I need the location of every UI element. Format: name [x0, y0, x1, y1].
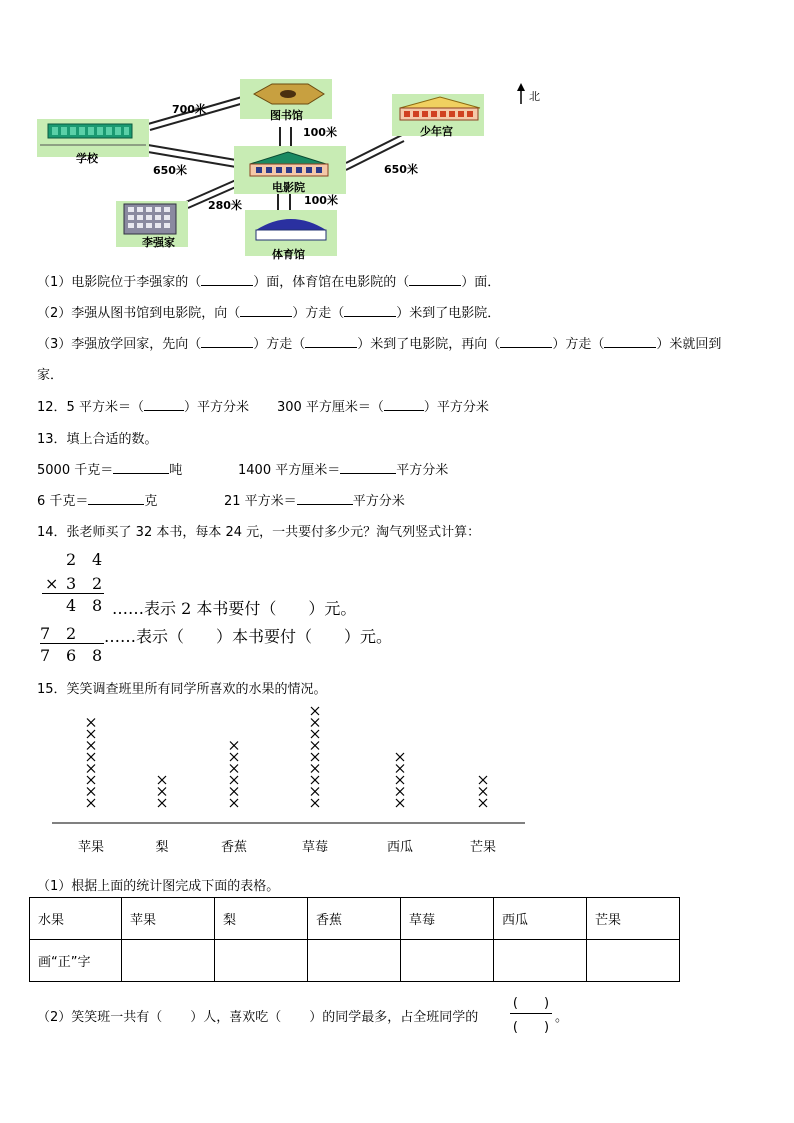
- partial2-note: ……表示（ ）本书要付（ ）元。: [104, 627, 393, 646]
- tally-mark: [311, 765, 319, 773]
- tally-mark: [311, 707, 319, 715]
- tally-mark: [230, 753, 238, 761]
- table-cell-tally[interactable]: [122, 940, 215, 982]
- table-row: [30, 898, 680, 940]
- q13-row2-right: 21 平方米＝ 平方分米: [224, 494, 405, 509]
- q15-sub2: （2）笑笑班一共有（ ）人，喜欢吃（ ）的同学最多，占全班同学的: [37, 1010, 479, 1025]
- table-header-tally: 画“正”字: [30, 940, 122, 982]
- table-cell-fruit: 香蕉: [308, 898, 401, 940]
- table-cell-tally[interactable]: [308, 940, 401, 982]
- tally-mark: [158, 799, 166, 807]
- q11-part1: （1）电影院位于李强家的（ ）面，体育馆在电影院的（ ）面．: [37, 275, 501, 290]
- tally-mark: [396, 799, 404, 807]
- table-cell-fruit: 苹果: [122, 898, 215, 940]
- category-label: 香蕉: [220, 840, 248, 855]
- road-youth-cinema: [346, 135, 402, 163]
- table-header-fruit: 水果: [30, 898, 122, 940]
- north-arrow-icon: [517, 83, 525, 104]
- tally-mark: [87, 799, 95, 807]
- tally-mark: [87, 730, 95, 738]
- q15-title: 15．笑笑调查班里所有同学所喜欢的水果的情况。: [37, 682, 327, 697]
- tally-mark: [479, 776, 487, 784]
- cinema-label: 电影院: [272, 181, 305, 194]
- tally-mark: [230, 742, 238, 750]
- table-cell-fruit: 芒果: [587, 898, 680, 940]
- distance-home-cinema: 280米: [208, 199, 242, 212]
- fruit-pictograph: [0, 700, 560, 860]
- tally-mark: [311, 742, 319, 750]
- liqiang-home-label: 李强家: [142, 236, 175, 249]
- tally-mark: [311, 788, 319, 796]
- road-school-cinema: [148, 145, 236, 160]
- q11-part3-cont: 家．: [37, 368, 64, 383]
- tally-mark: [311, 730, 319, 738]
- tally-mark: [87, 765, 95, 773]
- tally-mark: [311, 799, 319, 807]
- tally-mark: [311, 776, 319, 784]
- tally-mark: [396, 788, 404, 796]
- category-label: 西瓜: [386, 840, 414, 855]
- tally-mark: [87, 776, 95, 784]
- table-row: [30, 940, 680, 982]
- fraction-blank[interactable]: ( ) ( ): [510, 992, 552, 1036]
- q13-title: 13．填上合适的数。: [37, 432, 158, 447]
- tally-mark: [230, 788, 238, 796]
- tally-mark: [87, 742, 95, 750]
- tally-mark: [396, 776, 404, 784]
- tally-mark: [158, 776, 166, 784]
- distance-library-cinema: 100米: [303, 126, 337, 139]
- calc-line-2: [40, 643, 104, 644]
- category-label: 草莓: [301, 840, 329, 855]
- q12: 12．5 平方米＝（ ）平方分米 300 平方厘米＝（ ）平方分米: [37, 400, 489, 415]
- tally-mark: [311, 753, 319, 761]
- q13-row2-left: 6 千克＝ 克: [37, 494, 158, 509]
- distance-cinema-gym: 100米: [304, 194, 338, 207]
- tally-mark: [230, 765, 238, 773]
- tally-mark: [87, 719, 95, 727]
- table-cell-fruit: 草莓: [401, 898, 494, 940]
- tally-mark: [479, 799, 487, 807]
- q15-sub2-end: 。: [555, 1010, 569, 1025]
- times-sign: ×: [45, 574, 59, 593]
- q11-part3: （3）李强放学回家，先向（ ）方走（ ）米到了电影院，再向（ ）方走（ ）米就回到: [37, 337, 722, 352]
- category-label: 芒果: [469, 840, 497, 855]
- map-diagram: [0, 0, 560, 262]
- distance-school-cinema: 650米: [153, 164, 187, 177]
- q15-sub1: （1）根据上面的统计图完成下面的表格。: [37, 879, 280, 894]
- category-label: 梨: [155, 840, 169, 855]
- distance-youth-cinema: 650米: [384, 163, 418, 176]
- fruit-tally-table: [29, 897, 680, 982]
- category-label: 苹果: [77, 840, 105, 855]
- library-label: 图书馆: [270, 109, 303, 122]
- north-label: 北: [529, 90, 540, 103]
- tally-mark: [396, 765, 404, 773]
- q13-row1-right: 1400 平方厘米＝ 平方分米: [238, 463, 449, 478]
- table-cell-fruit: 梨: [215, 898, 308, 940]
- table-cell-tally[interactable]: [215, 940, 308, 982]
- q13-row1-left: 5000 千克＝ 吨: [37, 463, 183, 478]
- table-cell-tally[interactable]: [494, 940, 587, 982]
- tally-mark: [158, 788, 166, 796]
- tally-mark: [396, 753, 404, 761]
- distance-school-library: 700米: [172, 103, 206, 116]
- tally-mark: [87, 788, 95, 796]
- q14-title: 14．张老师买了 32 本书，每本 24 元，一共要付多少元？淘气列竖式计算：: [37, 525, 481, 540]
- calc-line-1: [42, 593, 104, 594]
- partial1-note: ……表示 2 本书要付（ ）元。: [112, 599, 357, 618]
- table-cell-tally[interactable]: [587, 940, 680, 982]
- tally-mark: [230, 776, 238, 784]
- tally-mark: [230, 799, 238, 807]
- tally-mark: [87, 753, 95, 761]
- tally-mark: [479, 788, 487, 796]
- gym-label: 体育馆: [272, 248, 305, 261]
- table-cell-fruit: 西瓜: [494, 898, 587, 940]
- school-label: 学校: [76, 152, 98, 165]
- table-cell-tally[interactable]: [401, 940, 494, 982]
- tally-mark: [311, 719, 319, 727]
- q11-part2: （2）李强从图书馆到电影院，向（ ）方走（ ）米到了电影院．: [37, 306, 501, 321]
- youth-palace-label: 少年宫: [420, 125, 453, 138]
